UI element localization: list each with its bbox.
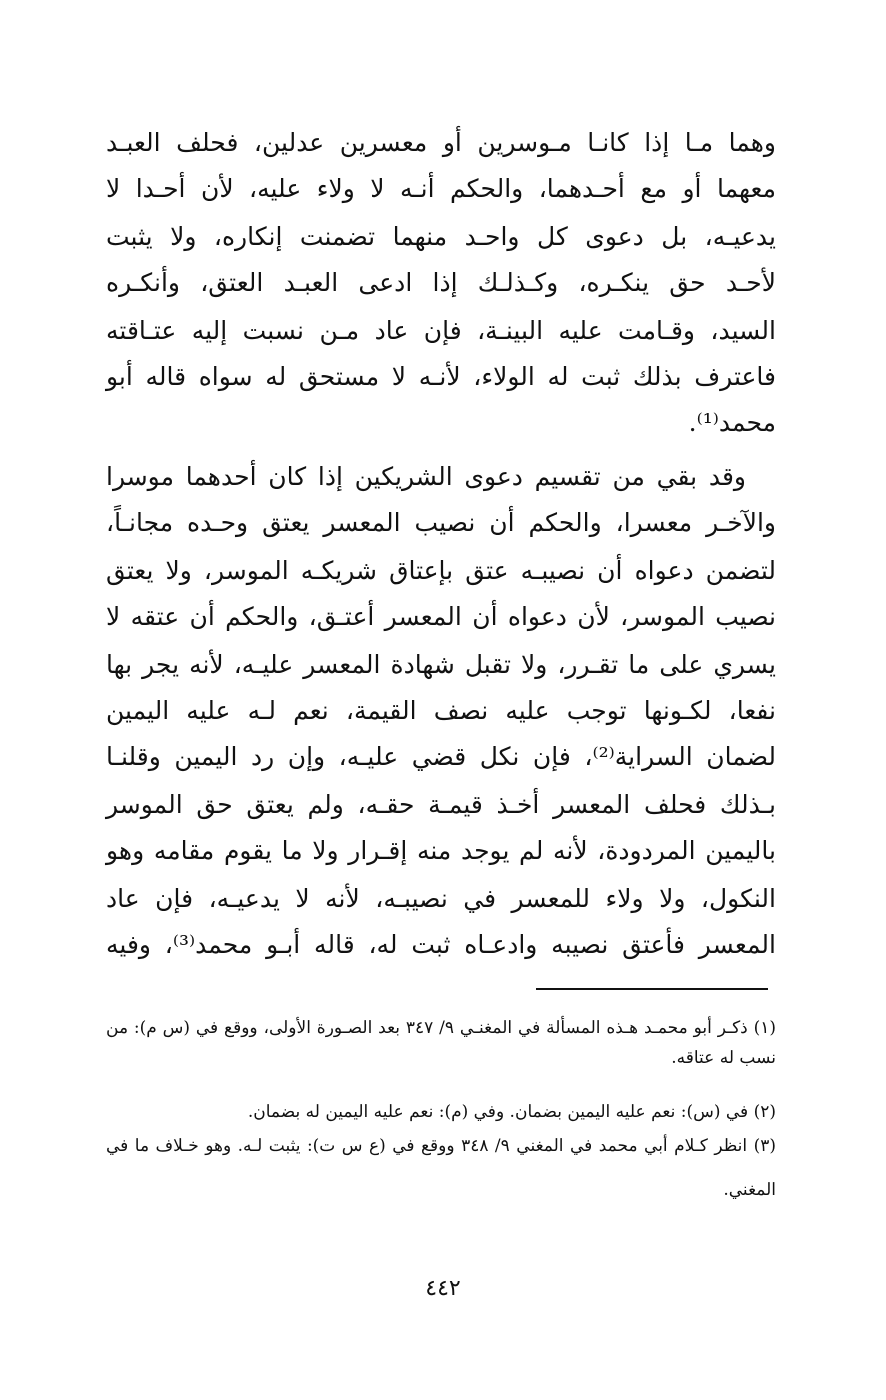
text-line: معهما أو مع أحـدهما، والحكم أنـه لا ولاء عليه، لأن أحـدا لا — [106, 174, 776, 203]
text-line: وقد بقي من تقسيم دعوى الشريكين إذا كان أحدهما موسرا — [106, 462, 746, 491]
footnote-1-line: نسب له عتاقه. — [671, 1048, 776, 1068]
text-line: المعسر فأعتق نصيبه وادعـاه ثبت له، قاله أبـو محمد⁽³⁾، وفيه — [106, 930, 776, 959]
text-line: والآخـر معسرا، والحكم أن نصيب المعسر يعتق وحـده مجانـاً، — [106, 508, 776, 537]
text-line: محمد⁽¹⁾. — [688, 408, 776, 437]
footnote-3-line: (٣) انظر كـلام أبي محمد في المغني ٩/ ٣٤٨ ووقع في (ع س ت): يثبت لـه. وهو خـلاف ما في — [106, 1136, 776, 1156]
footnote-separator — [536, 988, 768, 990]
text-line: نفعا، لكـونها توجب عليه نصف القيمة، نعم لـه عليه اليمين — [106, 696, 776, 725]
text-line: نصيب الموسر، لأن دعواه أن المعسر أعتـق، والحكم أن عتقه لا — [106, 602, 776, 631]
text-line: لأحـد حق ينكـره، وكـذلـك إذا ادعى العبـد العتق، وأنكـره — [106, 268, 776, 297]
text-line: يسري على ما تقـرر، ولا تقبل شهادة المعسر عليـه، لأنه يجر بها — [106, 650, 776, 679]
text-line: يدعيـه، بل دعوى كل واحـد منهما تضمنت إنكاره، ولا يثبت — [106, 222, 776, 251]
text-line: لتضمن دعواه أن نصيبـه عتق بإعتاق شريكـه الموسر، ولا يعتق — [106, 556, 776, 585]
text-line: لضمان السراية⁽²⁾، فإن نكل قضي عليـه، وإن رد اليمين وقلنـا — [106, 742, 776, 771]
text-line: بـذلك فحلف المعسر أخـذ قيمـة حقـه، ولم يعتق حق الموسر — [106, 790, 776, 819]
text-line: النكول، ولا ولاء للمعسر في نصيبـه، لأنه لا يدعيـه، فإن عاد — [106, 884, 776, 913]
page-number: ٤٤٢ — [425, 1276, 461, 1301]
text-line: السيد، وقـامت عليه البينـة، فإن عاد مـن نسبت إليه عتـاقته — [106, 316, 776, 345]
text-line: وهما مـا إذا كانـا مـوسرين أو معسرين عدلين، فحلف العبـد — [106, 128, 776, 157]
text-line: فاعترف بذلك ثبت له الولاء، لأنـه لا مستحق له سواه قاله أبو — [106, 362, 776, 391]
text-line: باليمين المردودة، لأنه لم يوجد منه إقـرار ولا ما يقوم مقامه وهو — [106, 836, 776, 865]
footnote-1-line: (١) ذكـر أبو محمـد هـذه المسألة في المغنـي ٩/ ٣٤٧ بعد الصـورة الأولى، ووقع في (س م): من — [106, 1018, 777, 1038]
footnote-3-line: المغني. — [723, 1180, 776, 1200]
footnote-2-line: (٢) في (س): نعم عليه اليمين بضمان. وفي (م): نعم عليه اليمين له بضمان. — [247, 1102, 776, 1122]
